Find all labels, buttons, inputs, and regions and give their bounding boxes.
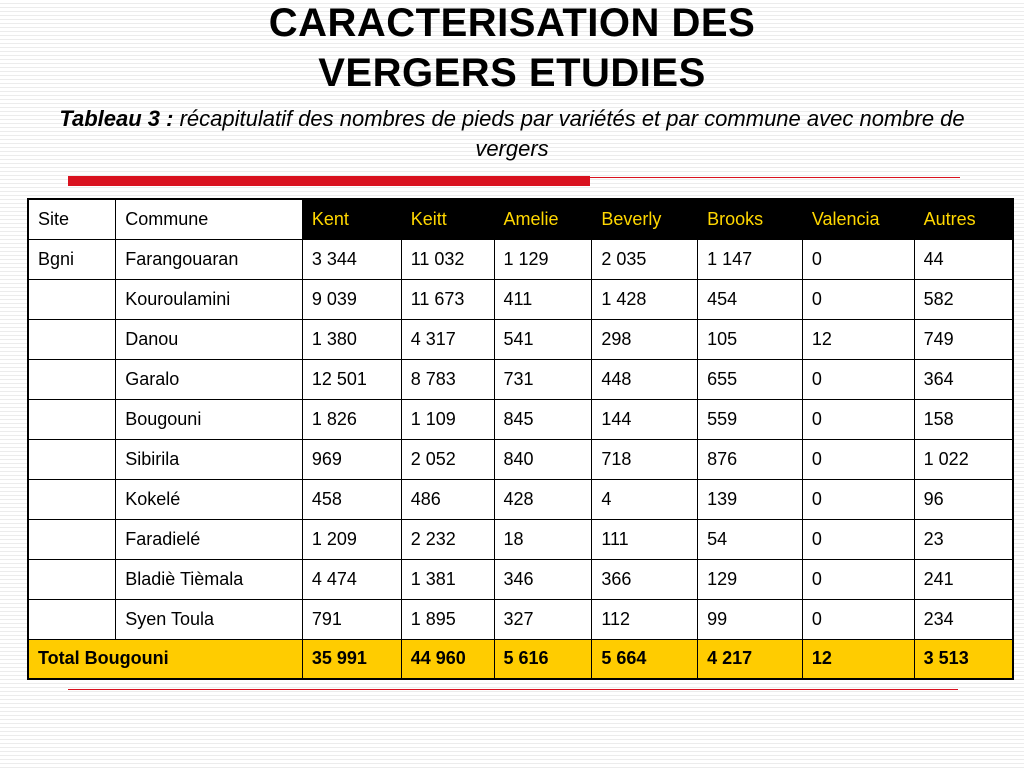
total-cell-beverly: 5 664 (592, 639, 698, 679)
table-cell: Syen Toula (116, 599, 303, 639)
table-cell: 111 (592, 519, 698, 559)
header-cell-brooks: Brooks (698, 199, 803, 239)
table-cell (28, 439, 116, 479)
table-cell: 454 (698, 279, 803, 319)
header-cell-site: Site (28, 199, 116, 239)
table-cell: 0 (802, 599, 914, 639)
red-divider-thick (68, 176, 590, 186)
table-cell: 0 (802, 279, 914, 319)
table-cell: 1 209 (302, 519, 401, 559)
table-cell: 1 380 (302, 319, 401, 359)
table-cell: 99 (698, 599, 803, 639)
table-cell: Garalo (116, 359, 303, 399)
total-cell-keitt: 44 960 (401, 639, 494, 679)
total-cell-valencia: 12 (802, 639, 914, 679)
table-cell: 0 (802, 399, 914, 439)
table-cell: 3 344 (302, 239, 401, 279)
table-cell: 582 (914, 279, 1013, 319)
header-cell-amelie: Amelie (494, 199, 592, 239)
table-cell: 749 (914, 319, 1013, 359)
table-cell: Danou (116, 319, 303, 359)
orchard-table (27, 198, 1014, 680)
table-cell: 1 129 (494, 239, 592, 279)
table-row (28, 239, 1013, 279)
table-cell: 2 035 (592, 239, 698, 279)
red-divider-thin-bottom (68, 689, 958, 690)
table-cell: 2 052 (401, 439, 494, 479)
table-cell: 876 (698, 439, 803, 479)
table-cell: 139 (698, 479, 803, 519)
table-row (28, 519, 1013, 559)
table-cell: 458 (302, 479, 401, 519)
table-row (28, 279, 1013, 319)
table-cell: 54 (698, 519, 803, 559)
header-cell-beverly: Beverly (592, 199, 698, 239)
table-row (28, 599, 1013, 639)
total-cell-kent: 35 991 (302, 639, 401, 679)
table-cell: 144 (592, 399, 698, 439)
table-cell: 4 474 (302, 559, 401, 599)
table-cell: 364 (914, 359, 1013, 399)
table-cell: 105 (698, 319, 803, 359)
table-cell: Sibirila (116, 439, 303, 479)
table-cell (28, 319, 116, 359)
table-row (28, 399, 1013, 439)
table-cell: 840 (494, 439, 592, 479)
table-cell: 327 (494, 599, 592, 639)
table-cell: 0 (802, 359, 914, 399)
table-cell: 44 (914, 239, 1013, 279)
table-row (28, 319, 1013, 359)
table-cell: 1 147 (698, 239, 803, 279)
table-cell: Bgni (28, 239, 116, 279)
table-cell (28, 599, 116, 639)
table-cell: Farangouaran (116, 239, 303, 279)
table-cell: 1 895 (401, 599, 494, 639)
table-cell: 486 (401, 479, 494, 519)
table-cell: 0 (802, 439, 914, 479)
table-cell (28, 359, 116, 399)
header-cell-valencia: Valencia (802, 199, 914, 239)
table-row (28, 559, 1013, 599)
table-cell (28, 559, 116, 599)
table-cell: 12 501 (302, 359, 401, 399)
table-cell (28, 519, 116, 559)
table-cell: 0 (802, 239, 914, 279)
slide-title-line-1: CARACTERISATION DES (268, 1, 756, 45)
table-row (28, 479, 1013, 519)
total-cell-autres: 3 513 (914, 639, 1013, 679)
header-cell-keitt: Keitt (401, 199, 494, 239)
table-cell: 448 (592, 359, 698, 399)
table-cell: 1 826 (302, 399, 401, 439)
total-label: Total Bougouni (28, 639, 302, 679)
table-cell: 845 (494, 399, 592, 439)
table-cell: 2 232 (401, 519, 494, 559)
table-cell: 346 (494, 559, 592, 599)
table-cell: 298 (592, 319, 698, 359)
table-cell: 0 (802, 479, 914, 519)
total-row (28, 639, 1013, 679)
table-caption-label: Tableau 3 : (59, 106, 174, 131)
red-divider-thin-top (590, 177, 960, 178)
table-cell: 366 (592, 559, 698, 599)
table-cell: 12 (802, 319, 914, 359)
table-cell: 411 (494, 279, 592, 319)
table-cell: 241 (914, 559, 1013, 599)
total-cell-amelie: 5 616 (494, 639, 592, 679)
table-caption-text: récapitulatif des nombres de pieds par variétés et par commune avec nombre de vergers (173, 106, 965, 161)
table-cell: 1 381 (401, 559, 494, 599)
table-cell: 791 (302, 599, 401, 639)
header-cell-commune: Commune (116, 199, 303, 239)
table-cell: 96 (914, 479, 1013, 519)
slide-title (0, 0, 1024, 96)
table-cell: 11 032 (401, 239, 494, 279)
table-cell: 23 (914, 519, 1013, 559)
header-cell-autres: Autres (914, 199, 1013, 239)
table-cell (28, 279, 116, 319)
table-cell: 731 (494, 359, 592, 399)
table-cell: 1 109 (401, 399, 494, 439)
table-cell: Kokelé (116, 479, 303, 519)
total-cell-brooks: 4 217 (698, 639, 803, 679)
table-cell: 129 (698, 559, 803, 599)
table-cell: Faradielé (116, 519, 303, 559)
table-cell: 4 317 (401, 319, 494, 359)
table-cell: 718 (592, 439, 698, 479)
table-cell (28, 399, 116, 439)
table-cell: 9 039 (302, 279, 401, 319)
table-cell: 18 (494, 519, 592, 559)
table-cell: 112 (592, 599, 698, 639)
table-cell: 969 (302, 439, 401, 479)
table-cell: 4 (592, 479, 698, 519)
table-cell: 158 (914, 399, 1013, 439)
table-cell: 1 428 (592, 279, 698, 319)
table-cell: 11 673 (401, 279, 494, 319)
table-caption (40, 104, 984, 164)
table-cell: 559 (698, 399, 803, 439)
table-cell: 428 (494, 479, 592, 519)
table-cell: 1 022 (914, 439, 1013, 479)
table-cell: 234 (914, 599, 1013, 639)
table-cell: 655 (698, 359, 803, 399)
table-cell: Bougouni (116, 399, 303, 439)
slide-title-line-2: VERGERS ETUDIES (318, 51, 706, 95)
table-cell (28, 479, 116, 519)
table-cell: 0 (802, 519, 914, 559)
table-cell: 0 (802, 559, 914, 599)
table-row (28, 439, 1013, 479)
table-cell: Bladiè Tièmala (116, 559, 303, 599)
table-header-row (28, 199, 1013, 239)
table-cell: 541 (494, 319, 592, 359)
table-cell: Kouroulamini (116, 279, 303, 319)
table-row (28, 359, 1013, 399)
header-cell-kent: Kent (302, 199, 401, 239)
table-cell: 8 783 (401, 359, 494, 399)
